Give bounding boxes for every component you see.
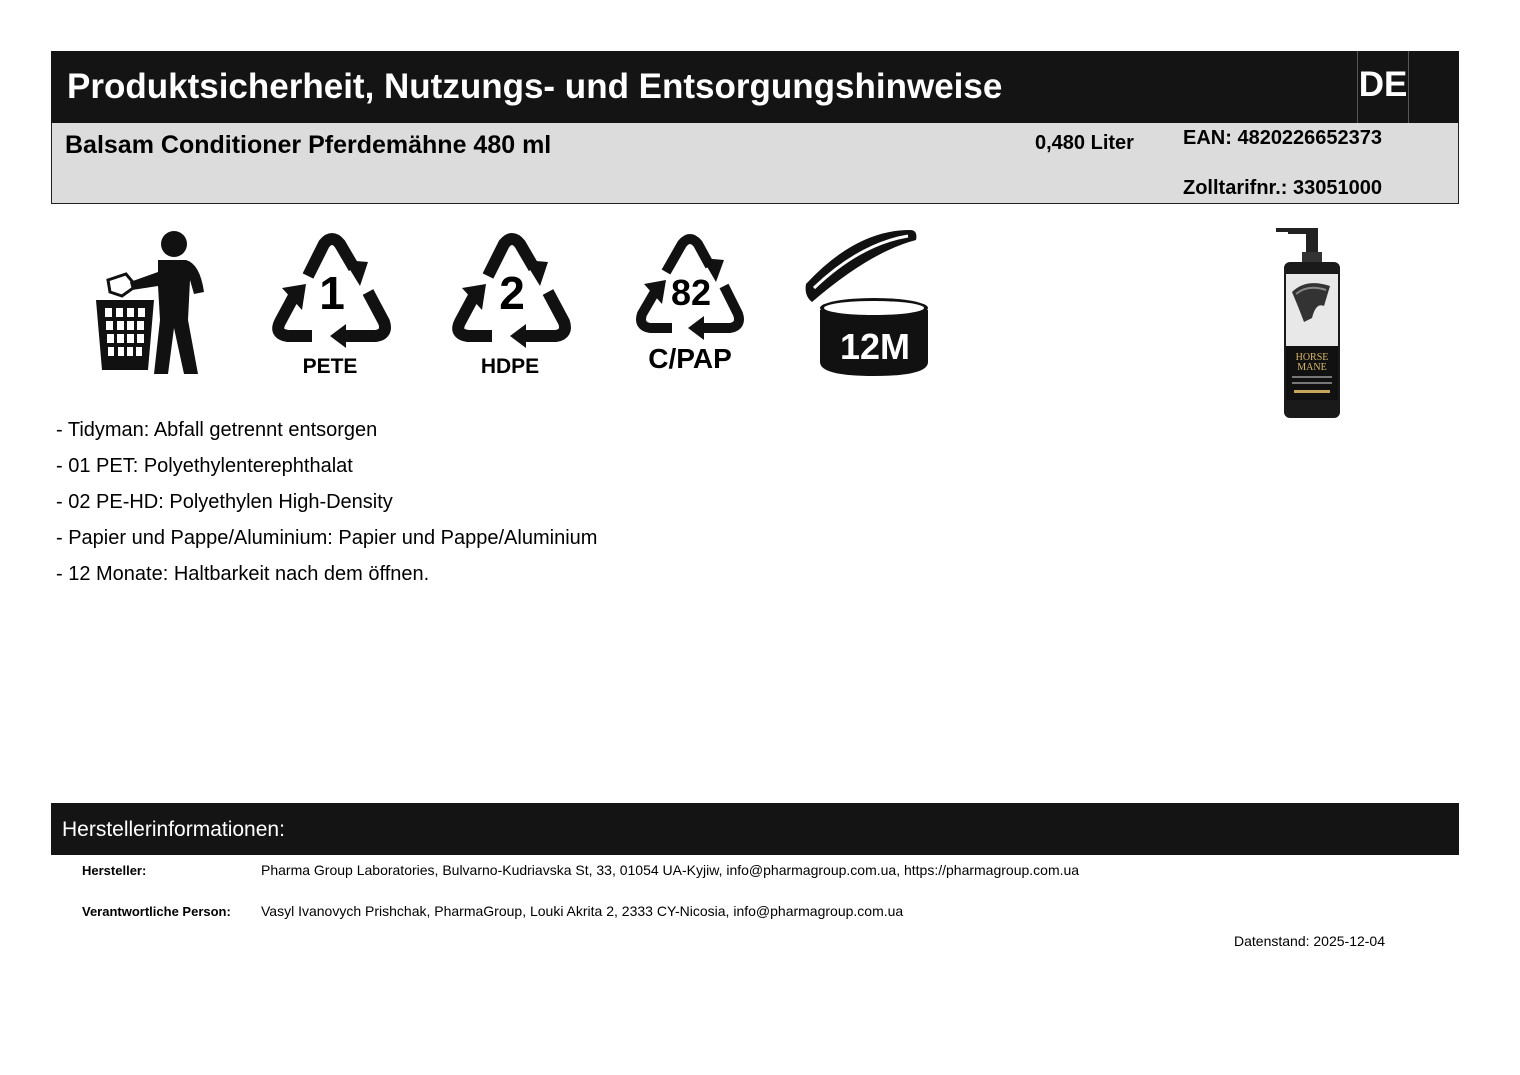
product-ean: EAN: 4820226652373 <box>1183 127 1383 149</box>
product-bar <box>51 123 1459 204</box>
cpap-label: C/PAP <box>648 343 732 374</box>
pete-label: PETE <box>302 355 358 378</box>
note-item: - 01 PET: Polyethylenterephthalat <box>56 455 353 477</box>
pete-number: 1 <box>319 267 345 319</box>
note-item: - 12 Monate: Haltbarkeit nach dem öffnen. <box>56 563 430 585</box>
product-name: Balsam Conditioner Pferdemähne 480 ml <box>65 131 552 159</box>
tidyman-icon <box>88 228 212 376</box>
header-bar <box>51 51 1459 123</box>
responsible-value: Vasyl Ivanovych Prishchak, PharmaGroup, Louki Akrita 2, 2333 CY-Nicosia, info@pharmagroup.com.ua <box>261 903 904 919</box>
manufacturer-title: Herstellerinformationen: <box>62 818 285 841</box>
maker-label: Hersteller: <box>82 863 147 878</box>
cpap-number: 82 <box>670 272 712 313</box>
pao-label: 12M <box>839 326 911 367</box>
page-title: Produktsicherheit, Nutzungs- und Entsorgungshinweise <box>67 67 1003 106</box>
product-volume: 0,480 Liter <box>1035 132 1134 154</box>
bottle-label-line2: MANE <box>1297 362 1327 373</box>
responsible-label: Verantwortliche Person: <box>82 904 231 919</box>
language-badge: DE <box>1357 51 1409 123</box>
product-customs-number: Zolltarifnr.: 33051000 <box>1183 177 1382 199</box>
pump-bottle-icon <box>1272 222 1348 420</box>
note-item: - 02 PE-HD: Polyethylen High-Density <box>56 491 393 513</box>
hdpe-number: 2 <box>499 267 525 319</box>
maker-value: Pharma Group Laboratories, Bulvarno-Kudriavska St, 33, 01054 UA-Kyjiw, info@pharmagroup.com.ua, https://pharmagroup.com.ua <box>261 862 1080 878</box>
note-item: - Tidyman: Abfall getrennt entsorgen <box>56 419 378 441</box>
bottle-label-line1: HORSE <box>1295 352 1329 363</box>
hdpe-label: HDPE <box>480 355 540 378</box>
manufacturer-bar <box>51 803 1459 855</box>
data-date: Datenstand: 2025-12-04 <box>1234 933 1385 949</box>
note-item: - Papier und Pappe/Aluminium: Papier und Pappe/Aluminium <box>56 527 598 549</box>
disposal-notes <box>56 412 597 592</box>
